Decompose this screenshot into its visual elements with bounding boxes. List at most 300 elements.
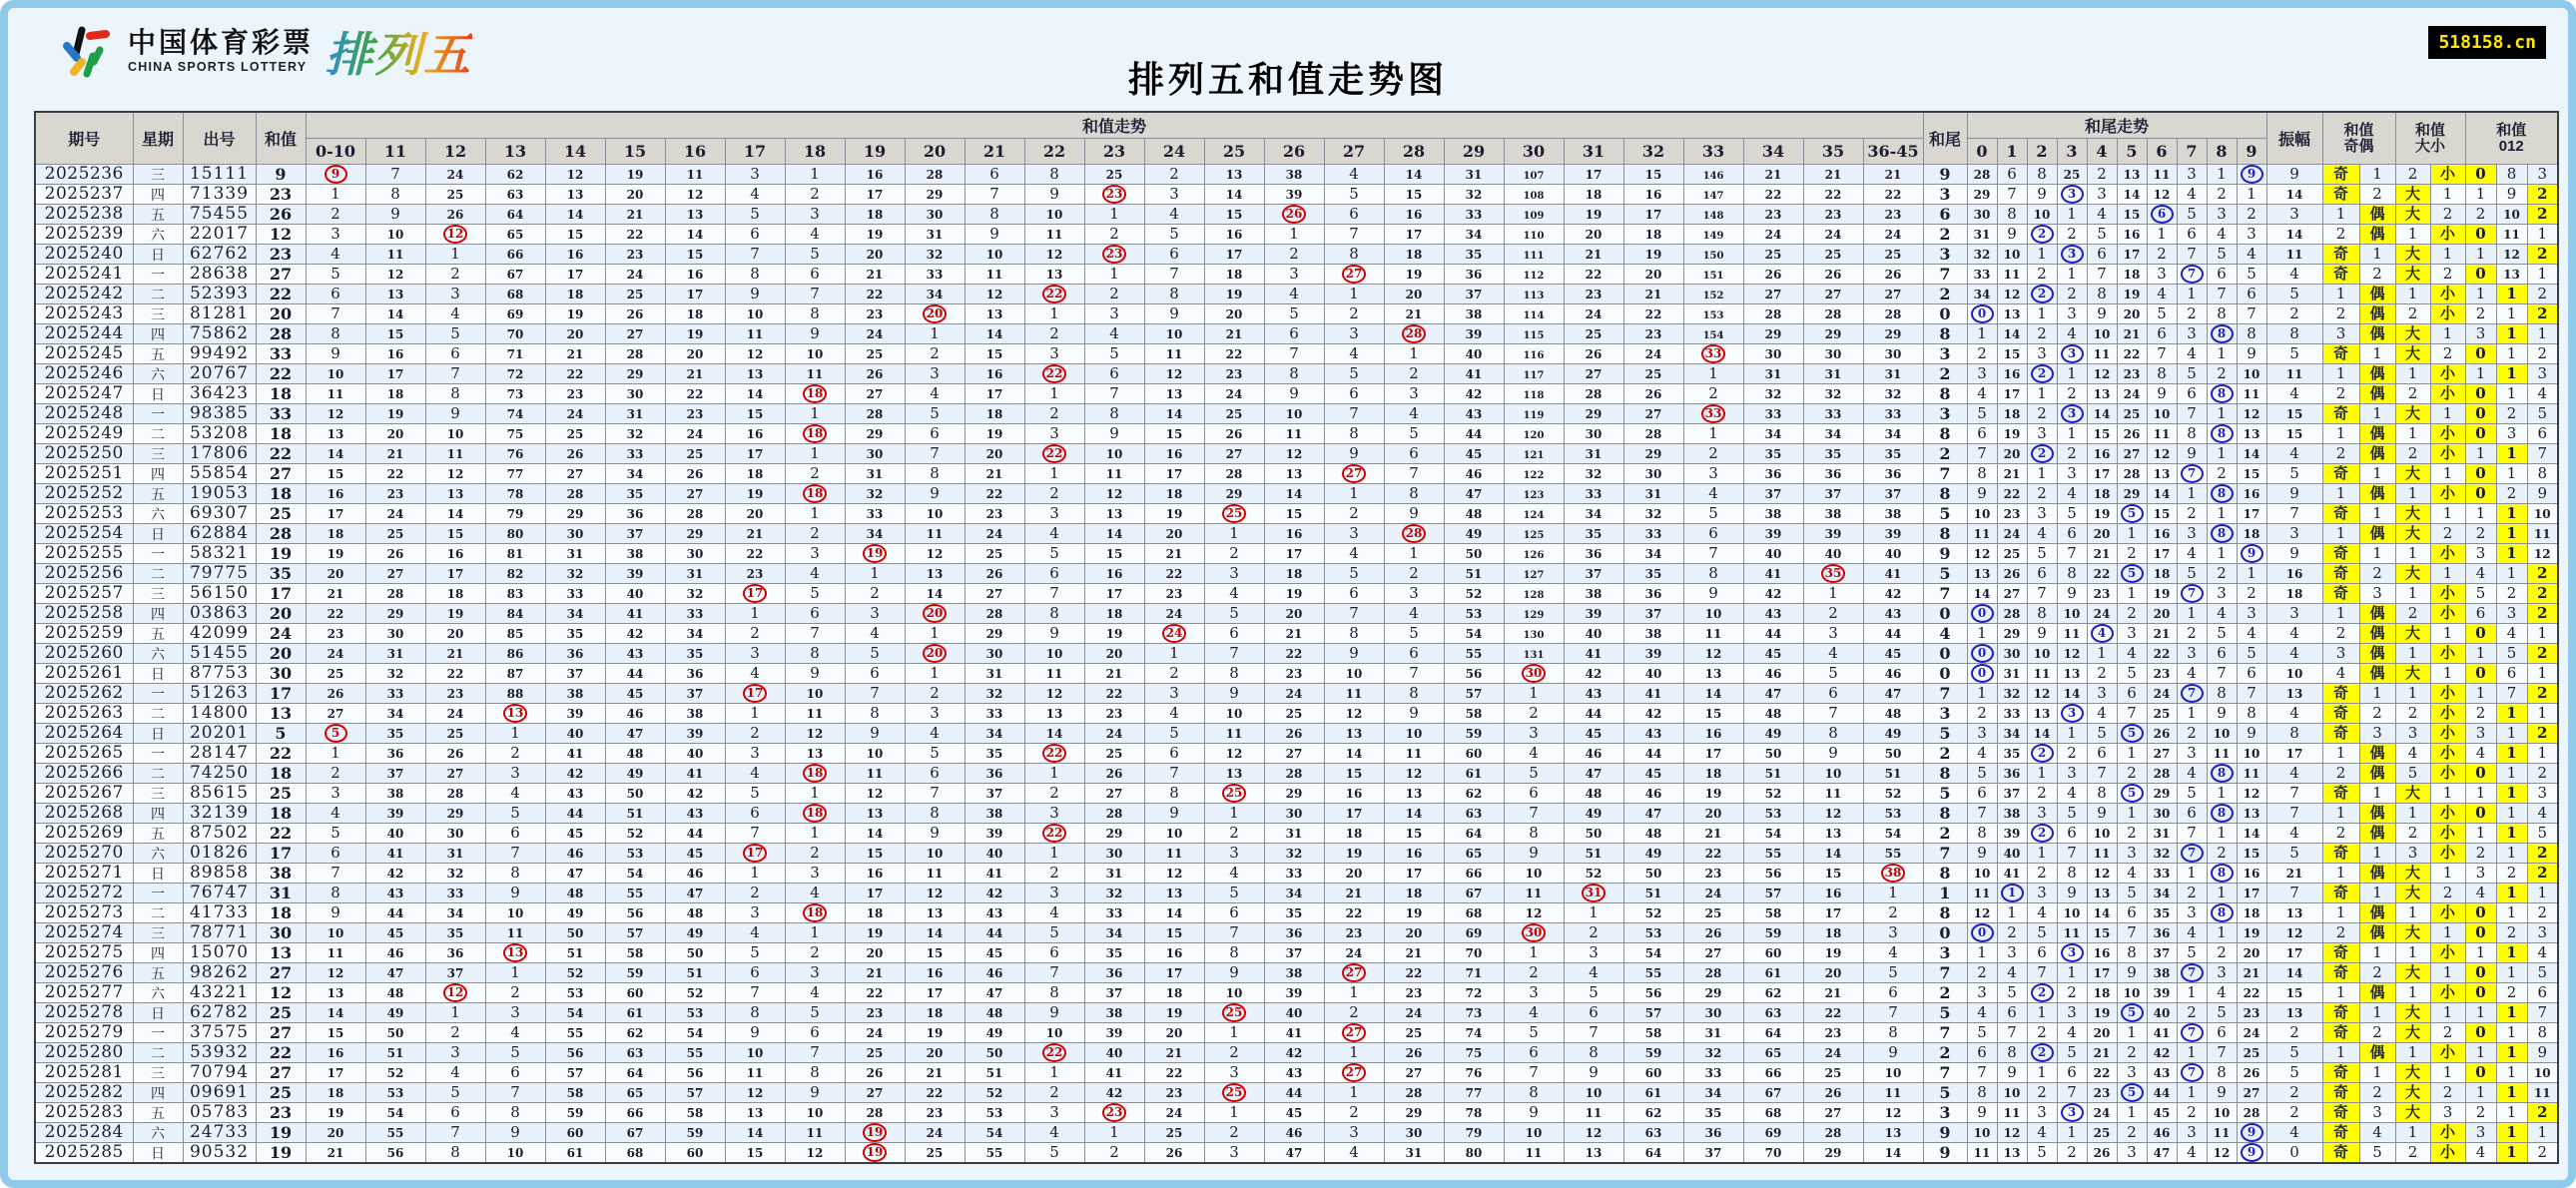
mod1-cell: 7: [2496, 684, 2527, 704]
sum-trend-cell: 2: [1504, 963, 1564, 983]
sum-trend-cell: 14: [545, 205, 605, 225]
tail-trend-cell: 4: [2087, 205, 2117, 225]
sum-trend-cell: 11: [845, 764, 905, 784]
mod2-cell: 1: [2527, 884, 2558, 903]
sum-trend-cell: 21: [845, 265, 905, 285]
sum-hit-circle: 20: [923, 304, 948, 323]
period-cell: 2025246: [35, 364, 133, 384]
sum-trend-cell: 12: [1204, 744, 1264, 764]
sum-trend-cell: [1204, 1003, 1264, 1023]
size-big-cell: 1: [2395, 424, 2430, 444]
tail-trend-cell: 2: [2207, 943, 2237, 963]
sum-trend-cell: 24: [545, 404, 605, 424]
mod2-cell: 6: [2527, 424, 2558, 444]
mod2-cell: 1: [2527, 704, 2558, 724]
sum-trend-cell: 21: [665, 364, 725, 384]
sum-cell: 19: [256, 1123, 306, 1143]
sum-trend-cell: 2: [785, 185, 845, 205]
tail-trend-cell: [2117, 1083, 2147, 1103]
sum-trend-cell: 4: [1324, 165, 1384, 185]
digits-cell: 62884: [183, 524, 256, 544]
sum-trend-cell: 45: [1863, 644, 1923, 664]
sum-trend-cell: 2: [1683, 444, 1743, 464]
sum-trend-cell: 12: [306, 963, 365, 983]
sum-trend-cell: 8: [1024, 604, 1084, 624]
tail-trend-cell: 22: [2087, 1063, 2117, 1083]
sum-trend-cell: 35: [1564, 524, 1623, 544]
mod1-cell: 2: [2496, 584, 2527, 604]
tail-trend-cell: 29: [1997, 624, 2027, 644]
period-cell: 2025271: [35, 864, 133, 884]
week-cell: 六: [133, 844, 183, 864]
sum-trend-cell: 41: [605, 604, 665, 624]
tail-trend-cell: 6: [2027, 943, 2057, 963]
sum-trend-cell: 11: [1084, 464, 1144, 484]
tail-trend-cell: 2: [2177, 1103, 2207, 1123]
sum-trend-col-header: 28: [1384, 139, 1444, 165]
sum-trend-cell: 11: [1564, 1103, 1623, 1123]
sum-trend-cell: 12: [905, 884, 965, 903]
parity-odd-cell: 1: [2322, 364, 2359, 384]
tail-trend-cell: 4: [2027, 1123, 2057, 1143]
sum-trend-cell: 3: [1324, 1123, 1384, 1143]
mod1-cell: 2: [2496, 484, 2527, 504]
sum-trend-cell: 86: [485, 644, 545, 664]
sum-trend-cell: 26: [306, 684, 365, 704]
sum-trend-cell: [785, 764, 845, 784]
mod1-cell: 1: [2496, 444, 2527, 464]
tail-trend-cell: 2: [2177, 624, 2207, 644]
sum-trend-cell: 35: [365, 724, 425, 744]
tail-hit-circle: 7: [2181, 1063, 2204, 1082]
sum-trend-cell: 15: [545, 225, 605, 245]
tail-cell: 3: [1923, 245, 1967, 265]
digits-cell: 90532: [183, 1143, 256, 1164]
sum-trend-cell: 2: [905, 684, 965, 704]
sum-trend-cell: 38: [545, 684, 605, 704]
week-cell: 三: [133, 923, 183, 943]
sum-trend-cell: 28: [665, 504, 725, 524]
week-cell: 日: [133, 1003, 183, 1023]
tail-trend-cell: 6: [2177, 804, 2207, 824]
size-big-cell: 大: [2395, 504, 2430, 524]
tail-cell: 4: [1923, 624, 1967, 644]
tail-trend-cell: 2: [2027, 324, 2057, 344]
sum-trend-cell: 42: [1084, 1083, 1144, 1103]
sum-trend-cell: 27: [306, 704, 365, 724]
size-big-cell: 1: [2395, 584, 2430, 604]
table-row: [35, 424, 2558, 444]
sum-trend-col-header: 26: [1264, 139, 1324, 165]
sum-trend-cell: 64: [1623, 1143, 1683, 1164]
period-cell: 2025249: [35, 424, 133, 444]
tail-trend-cell: 3: [2027, 344, 2057, 364]
sum-trend-cell: 13: [1084, 504, 1144, 524]
sum-trend-cell: 63: [485, 185, 545, 205]
tail-trend-cell: 13: [2117, 165, 2147, 185]
sum-trend-cell: 40: [965, 844, 1024, 864]
sum-trend-cell: 34: [1803, 424, 1863, 444]
tail-trend-cell: 9: [2237, 724, 2266, 744]
sum-trend-cell: 36: [545, 644, 605, 664]
sum-trend-cell: 38: [1743, 504, 1803, 524]
tail-trend-cell: 17: [1997, 384, 2027, 404]
sum-trend-cell: 26: [1264, 724, 1324, 744]
tail-trend-cell: 18: [2237, 903, 2266, 923]
sum-trend-cell: 23: [1623, 324, 1683, 344]
sum-trend-cell: 2: [1803, 604, 1863, 624]
tail-trend-cell: 5: [2057, 1043, 2087, 1063]
period-cell: 2025277: [35, 983, 133, 1003]
sum-trend-col-header: 36-45: [1863, 139, 1923, 165]
parity-odd-cell: 奇: [2322, 504, 2359, 524]
sum-trend-col-header: 23: [1084, 139, 1144, 165]
sum-trend-cell: 39: [1564, 604, 1623, 624]
sum-trend-cell: 6: [1204, 903, 1264, 923]
tail-trend-cell: 5: [1967, 404, 1997, 424]
tail-trend-cell: [2177, 584, 2207, 604]
tail-trend-cell: 10: [1967, 864, 1997, 884]
tail-trend-cell: 3: [2117, 1143, 2147, 1164]
sum-trend-cell: 5: [485, 1043, 545, 1063]
tail-trend-cell: 12: [2237, 404, 2266, 424]
sum-trend-cell: 21: [1623, 285, 1683, 304]
sum-trend-cell: 24: [425, 165, 485, 185]
sum-trend-cell: 4: [1683, 484, 1743, 504]
table-row: [35, 864, 2558, 884]
sum-trend-cell: 8: [1264, 364, 1324, 384]
sum-trend-cell: 13: [1324, 724, 1384, 744]
digits-cell: 75455: [183, 205, 256, 225]
sum-trend-cell: 28: [1803, 304, 1863, 324]
sum-trend-cell: 33: [1564, 484, 1623, 504]
sum-trend-cell: 14: [1024, 724, 1084, 744]
tail-trend-cell: 13: [1997, 304, 2027, 324]
tail-trend-cell: 28: [1967, 165, 1997, 185]
sum-trend-cell: 54: [605, 864, 665, 884]
sum-trend-cell: 55: [1863, 844, 1923, 864]
tail-trend-cell: 3: [1997, 943, 2027, 963]
table-row: [35, 604, 2558, 624]
sum-trend-cell: 15: [1144, 923, 1204, 943]
week-cell: 日: [133, 864, 183, 884]
sum-trend-cell: [905, 304, 965, 324]
sum-trend-cell: 24: [306, 644, 365, 664]
tail-cell: 8: [1923, 864, 1967, 884]
sum-trend-cell: 29: [1384, 1103, 1444, 1123]
sum-trend-cell: 1: [1504, 684, 1564, 704]
sum-trend-col-header: 12: [425, 139, 485, 165]
tail-trend-cell: 6: [2237, 285, 2266, 304]
mod1-cell: 1: [2496, 704, 2527, 724]
sum-trend-cell: 29: [545, 504, 605, 524]
tail-trend-cell: 18: [2087, 983, 2117, 1003]
sum-trend-cell: 42: [1623, 704, 1683, 724]
sum-trend-cell: 18: [725, 464, 785, 484]
tail-trend-cell: 7: [2027, 963, 2057, 983]
sum-trend-cell: 14: [845, 824, 905, 844]
week-cell: 一: [133, 265, 183, 285]
sum-trend-cell: 26: [365, 544, 425, 564]
sum-trend-cell: 13: [725, 364, 785, 384]
tail-trend-cell: 1: [2057, 364, 2087, 384]
tail-trend-cell: 41: [2147, 1023, 2177, 1043]
sum-hit-circle: 12: [443, 983, 468, 1002]
sum-trend-cell: 16: [1144, 943, 1204, 963]
sum-trend-cell: 25: [1803, 245, 1863, 265]
table-row: [35, 943, 2558, 963]
mod0-cell: 3: [2465, 1123, 2496, 1143]
tail-trend-cell: 9: [2087, 804, 2117, 824]
sum-trend-cell: 4: [485, 784, 545, 804]
size-small-cell: 1: [2430, 185, 2465, 205]
sum-trend-cell: 109: [1504, 205, 1564, 225]
sum-trend-cell: 36: [605, 504, 665, 524]
amplitude-cell: 12: [2266, 923, 2322, 943]
sum-trend-cell: 39: [1743, 524, 1803, 544]
sum-trend-cell: 27: [1264, 744, 1324, 764]
sum-trend-cell: 6: [905, 424, 965, 444]
parity-odd-cell: 奇: [2322, 1103, 2359, 1123]
sum-trend-cell: 34: [965, 724, 1024, 744]
sum-trend-cell: 50: [1623, 864, 1683, 884]
sum-trend-cell: 20: [845, 245, 905, 265]
mod1-cell: 1: [2496, 564, 2527, 584]
sum-trend-col-header: 17: [725, 139, 785, 165]
digits-cell: 20201: [183, 724, 256, 744]
tail-cell: 5: [1923, 504, 1967, 524]
tail-trend-cell: 10: [2027, 644, 2057, 664]
tail-trend-cell: 33: [1967, 265, 1997, 285]
sum-trend-col-header: 30: [1504, 139, 1564, 165]
sum-trend-cell: 30: [605, 384, 665, 404]
sum-trend-cell: 32: [1743, 384, 1803, 404]
tail-trend-cell: 1: [1967, 324, 1997, 344]
sum-trend-cell: 11: [1324, 684, 1384, 704]
sum-trend-cell: 3: [905, 704, 965, 724]
sum-trend-cell: 52: [365, 1063, 425, 1083]
sum-trend-cell: [1384, 524, 1444, 544]
week-cell: 一: [133, 404, 183, 424]
tail-trend-cell: 9: [2237, 344, 2266, 364]
sum-trend-cell: 33: [905, 265, 965, 285]
sum-trend-cell: 22: [1564, 265, 1623, 285]
sum-trend-cell: 14: [425, 504, 485, 524]
sum-trend-cell: 52: [1623, 903, 1683, 923]
sum-trend-cell: 153: [1683, 304, 1743, 324]
sum-trend-cell: 33: [1683, 1063, 1743, 1083]
tail-trend-cell: 30: [1997, 644, 2027, 664]
size-big-cell: 3: [2395, 844, 2430, 864]
tail-trend-cell: 3: [2177, 744, 2207, 764]
parity-even-cell: 1: [2359, 504, 2395, 524]
sum-trend-cell: 4: [785, 983, 845, 1003]
sum-trend-cell: 40: [605, 584, 665, 604]
sum-trend-cell: 50: [1564, 824, 1623, 844]
parity-even-cell: 偶: [2359, 744, 2395, 764]
sum-trend-cell: 5: [845, 644, 905, 664]
table-row: [35, 724, 2558, 744]
sum-trend-cell: 32: [1803, 384, 1863, 404]
sum-trend-cell: 41: [1863, 564, 1923, 584]
tail-trend-cell: 1: [2027, 844, 2057, 864]
table-row: [35, 1143, 2558, 1164]
sum-trend-cell: 28: [365, 584, 425, 604]
parity-even-cell: 偶: [2359, 205, 2395, 225]
sum-trend-cell: 39: [965, 824, 1024, 844]
mod1-cell: 1: [2496, 504, 2527, 524]
sum-trend-cell: 34: [1623, 544, 1683, 564]
sum-trend-cell: 14: [665, 225, 725, 245]
sum-trend-cell: 47: [1743, 684, 1803, 704]
tail-trend-cell: 2: [2207, 364, 2237, 384]
sum-trend-cell: 7: [1384, 464, 1444, 484]
sum-trend-cell: 65: [1444, 844, 1504, 864]
sum-trend-cell: 7: [1324, 404, 1384, 424]
amplitude-cell: 5: [2266, 844, 2322, 864]
digits-cell: 78771: [183, 923, 256, 943]
sum-trend-cell: 43: [1564, 684, 1623, 704]
period-cell: 2025280: [35, 1043, 133, 1063]
size-big-cell: 大: [2395, 464, 2430, 484]
sum-trend-cell: 22: [905, 1083, 965, 1103]
sum-trend-cell: 8: [1144, 285, 1204, 304]
tail-trend-cell: 25: [2117, 404, 2147, 424]
sum-trend-cell: 2: [306, 764, 365, 784]
sum-trend-cell: [1324, 963, 1384, 983]
sum-cell: 25: [256, 784, 306, 804]
sum-trend-cell: 12: [425, 464, 485, 484]
digits-cell: 20767: [183, 364, 256, 384]
tail-trend-cell: 2: [2027, 404, 2057, 424]
mod0-cell: 0: [2465, 384, 2496, 404]
tail-trend-cell: 17: [2087, 963, 2117, 983]
parity-even-cell: 2: [2359, 963, 2395, 983]
parity-odd-cell: 奇: [2322, 1083, 2359, 1103]
sum-trend-cell: 20: [1084, 644, 1144, 664]
sum-trend-cell: 12: [1324, 704, 1384, 724]
sum-trend-cell: 23: [1324, 923, 1384, 943]
size-small-cell: 1: [2430, 404, 2465, 424]
mod2-cell: 4: [2527, 384, 2558, 404]
size-small-cell: 小: [2430, 903, 2465, 923]
sum-trend-cell: 21: [1204, 324, 1264, 344]
parity-even-cell: 偶: [2359, 824, 2395, 844]
sum-hit-circle: 20: [923, 604, 948, 623]
sum-trend-cell: 25: [1084, 744, 1144, 764]
sum-trend-cell: 62: [1623, 1103, 1683, 1123]
sum-trend-cell: 28: [1743, 304, 1803, 324]
sum-trend-cell: 45: [545, 824, 605, 844]
mod0-cell: 1: [2465, 684, 2496, 704]
sum-trend-cell: 48: [965, 1003, 1024, 1023]
mod2-cell: 8: [2527, 1023, 2558, 1043]
sum-trend-cell: 11: [425, 444, 485, 464]
amplitude-cell: 8: [2266, 324, 2322, 344]
sum-trend-cell: 33: [1444, 205, 1504, 225]
tail-trend-cell: 6: [2057, 524, 2087, 544]
tail-trend-cell: 28: [1997, 604, 2027, 624]
sum-trend-cell: 36: [1084, 963, 1144, 983]
sum-trend-cell: 16: [1803, 884, 1863, 903]
size-small-cell: 1: [2430, 324, 2465, 344]
sum-trend-cell: 14: [725, 1123, 785, 1143]
sum-trend-cell: 68: [1743, 1103, 1803, 1123]
sum-trend-cell: 47: [1444, 484, 1504, 504]
tail-cell: 2: [1923, 744, 1967, 764]
sum-trend-cell: 2: [785, 844, 845, 864]
sum-trend-cell: 34: [845, 524, 905, 544]
tail-hit-circle: 2: [2031, 1043, 2054, 1062]
sum-trend-cell: 4: [1324, 1143, 1384, 1164]
sum-trend-cell: 38: [365, 784, 425, 804]
tail-trend-cell: 18: [2087, 484, 2117, 504]
sum-trend-cell: 3: [1504, 983, 1564, 1003]
tail-trend-cell: 12: [2237, 784, 2266, 804]
mod1-cell: 10: [2496, 205, 2527, 225]
sum-trend-cell: 9: [1504, 1103, 1564, 1123]
sum-trend-cell: 32: [545, 564, 605, 584]
sum-trend-cell: 53: [545, 983, 605, 1003]
size-small-cell: 小: [2430, 165, 2465, 185]
tail-trend-cell: [2207, 424, 2237, 444]
sum-trend-cell: 11: [785, 704, 845, 724]
site-link[interactable]: 518158.cn: [2428, 26, 2546, 59]
sum-trend-cell: 131: [1504, 644, 1564, 664]
parity-even-cell: 偶: [2359, 444, 2395, 464]
tail-cell: 3: [1923, 943, 1967, 963]
sum-trend-cell: 2: [1084, 225, 1144, 245]
size-big-cell: 大: [2395, 245, 2430, 265]
tail-trend-cell: 34: [1997, 724, 2027, 744]
parity-odd-cell: 奇: [2322, 544, 2359, 564]
sum-trend-cell: 26: [1384, 1043, 1444, 1063]
parity-even-cell: 偶: [2359, 225, 2395, 245]
sum-trend-cell: 16: [545, 245, 605, 265]
parity-even-cell: 偶: [2359, 923, 2395, 943]
sum-cell: 22: [256, 744, 306, 764]
sum-trend-cell: 17: [845, 185, 905, 205]
tail-trend-cell: 7: [1967, 1063, 1997, 1083]
sum-trend-cell: 19: [1324, 844, 1384, 864]
sum-trend-cell: 149: [1683, 225, 1743, 245]
sum-trend-cell: 39: [365, 804, 425, 824]
tail-trend-cell: 7: [1997, 1023, 2027, 1043]
sum-trend-cell: 10: [485, 1143, 545, 1164]
table-row: [35, 1103, 2558, 1123]
sum-trend-cell: 31: [905, 225, 965, 245]
sum-trend-cell: 69: [485, 304, 545, 324]
parity-odd-cell: 奇: [2322, 404, 2359, 424]
sum-trend-cell: 22: [1264, 644, 1324, 664]
mod0-cell: 5: [2465, 584, 2496, 604]
tail-trend-cell: 13: [1967, 564, 1997, 584]
sum-trend-cell: 7: [1144, 764, 1204, 784]
parity-odd-cell: 奇: [2322, 1023, 2359, 1043]
mod2-cell: 8: [2527, 464, 2558, 484]
tail-trend-cell: 7: [2177, 404, 2207, 424]
sum-trend-cell: 23: [665, 404, 725, 424]
mod1-cell: 1: [2496, 844, 2527, 864]
sum-trend-cell: 2: [485, 744, 545, 764]
tail-trend-cell: 8: [2237, 324, 2266, 344]
tail-trend-cell: [2117, 784, 2147, 804]
sum-trend-cell: 36: [425, 943, 485, 963]
sum-trend-cell: 5: [1324, 185, 1384, 205]
tail-trend-cell: 26: [2117, 424, 2147, 444]
sum-trend-cell: 3: [725, 744, 785, 764]
sum-trend-cell: 15: [306, 464, 365, 484]
